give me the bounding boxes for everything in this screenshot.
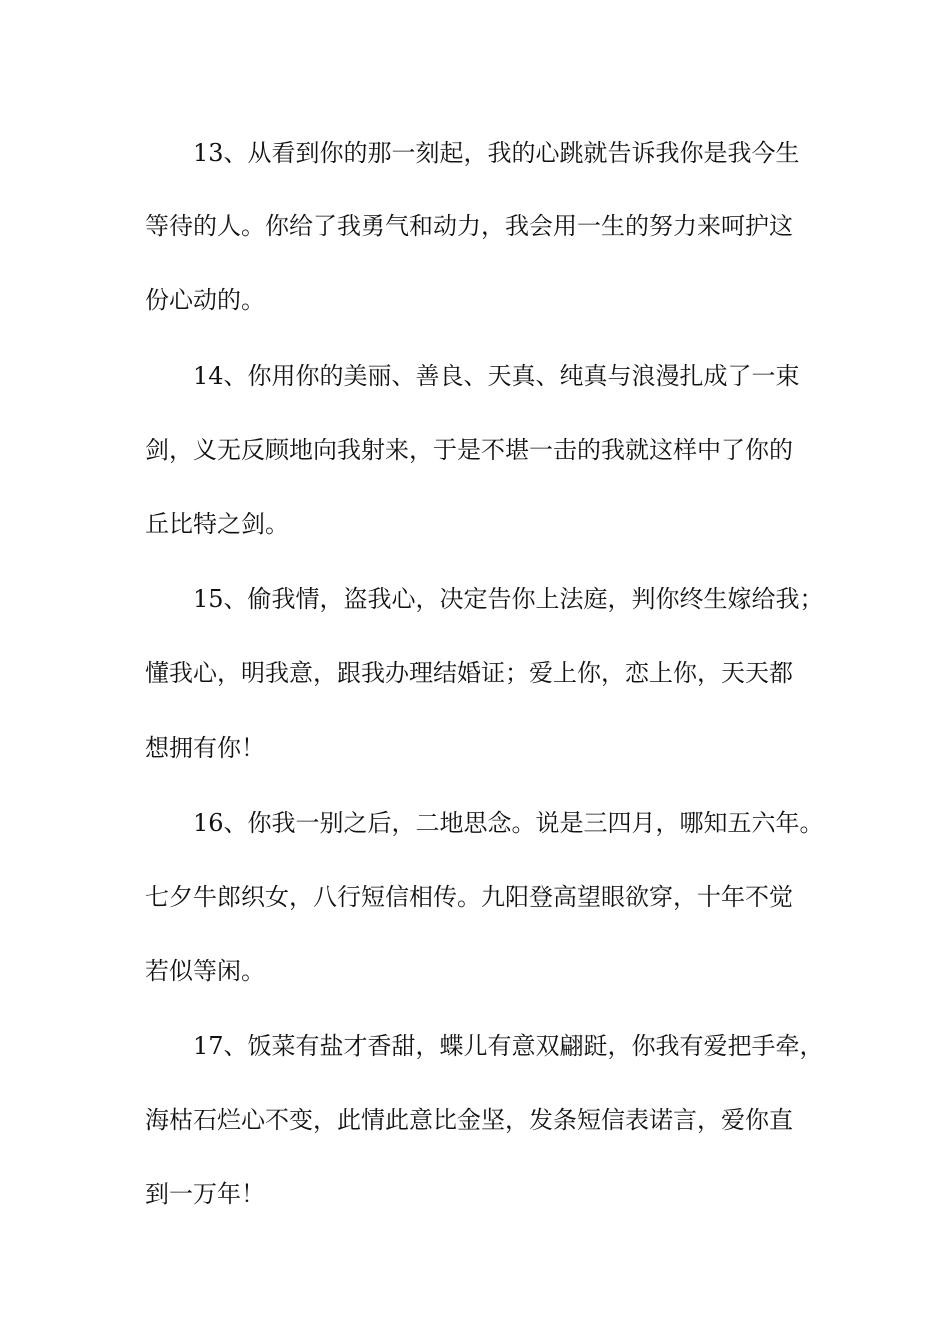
paragraph-line: 17、饭菜有盐才香甜，蝶儿有意双翩跹，你我有爱把手牵， xyxy=(193,1032,824,1060)
paragraph-line: 想拥有你！ xyxy=(145,734,265,762)
paragraph-line: 剑，义无反顾地向我射来，于是不堪一击的我就这样中了你的 xyxy=(145,436,793,464)
paragraph-line: 海枯石烂心不变，此情此意比金坚，发条短信表诺言，爱你直 xyxy=(145,1106,793,1134)
paragraph-line: 16、你我一别之后，二地思念。说是三四月，哪知五六年。 xyxy=(193,809,824,837)
paragraph-line: 到一万年！ xyxy=(145,1180,265,1208)
paragraph-line: 14、你用你的美丽、善良、天真、纯真与浪漫扎成了一束 xyxy=(193,362,800,390)
paragraph-line: 七夕牛郎织女，八行短信相传。九阳登高望眼欲穿，十年不觉 xyxy=(145,883,793,911)
paragraph-line: 丘比特之剑。 xyxy=(145,510,289,538)
paragraph-line: 15、偷我情，盗我心，决定告你上法庭，判你终生嫁给我； xyxy=(193,585,824,613)
paragraph-line: 等待的人。你给了我勇气和动力，我会用一生的努力来呵护这 xyxy=(145,212,793,240)
paragraph-line: 懂我心，明我意，跟我办理结婚证；爱上你，恋上你，天天都 xyxy=(145,659,793,687)
paragraph-line: 13、从看到你的那一刻起，我的心跳就告诉我你是我今生 xyxy=(193,139,800,167)
paragraph-line: 份心动的。 xyxy=(145,286,265,314)
paragraph-line: 若似等闲。 xyxy=(145,957,265,985)
